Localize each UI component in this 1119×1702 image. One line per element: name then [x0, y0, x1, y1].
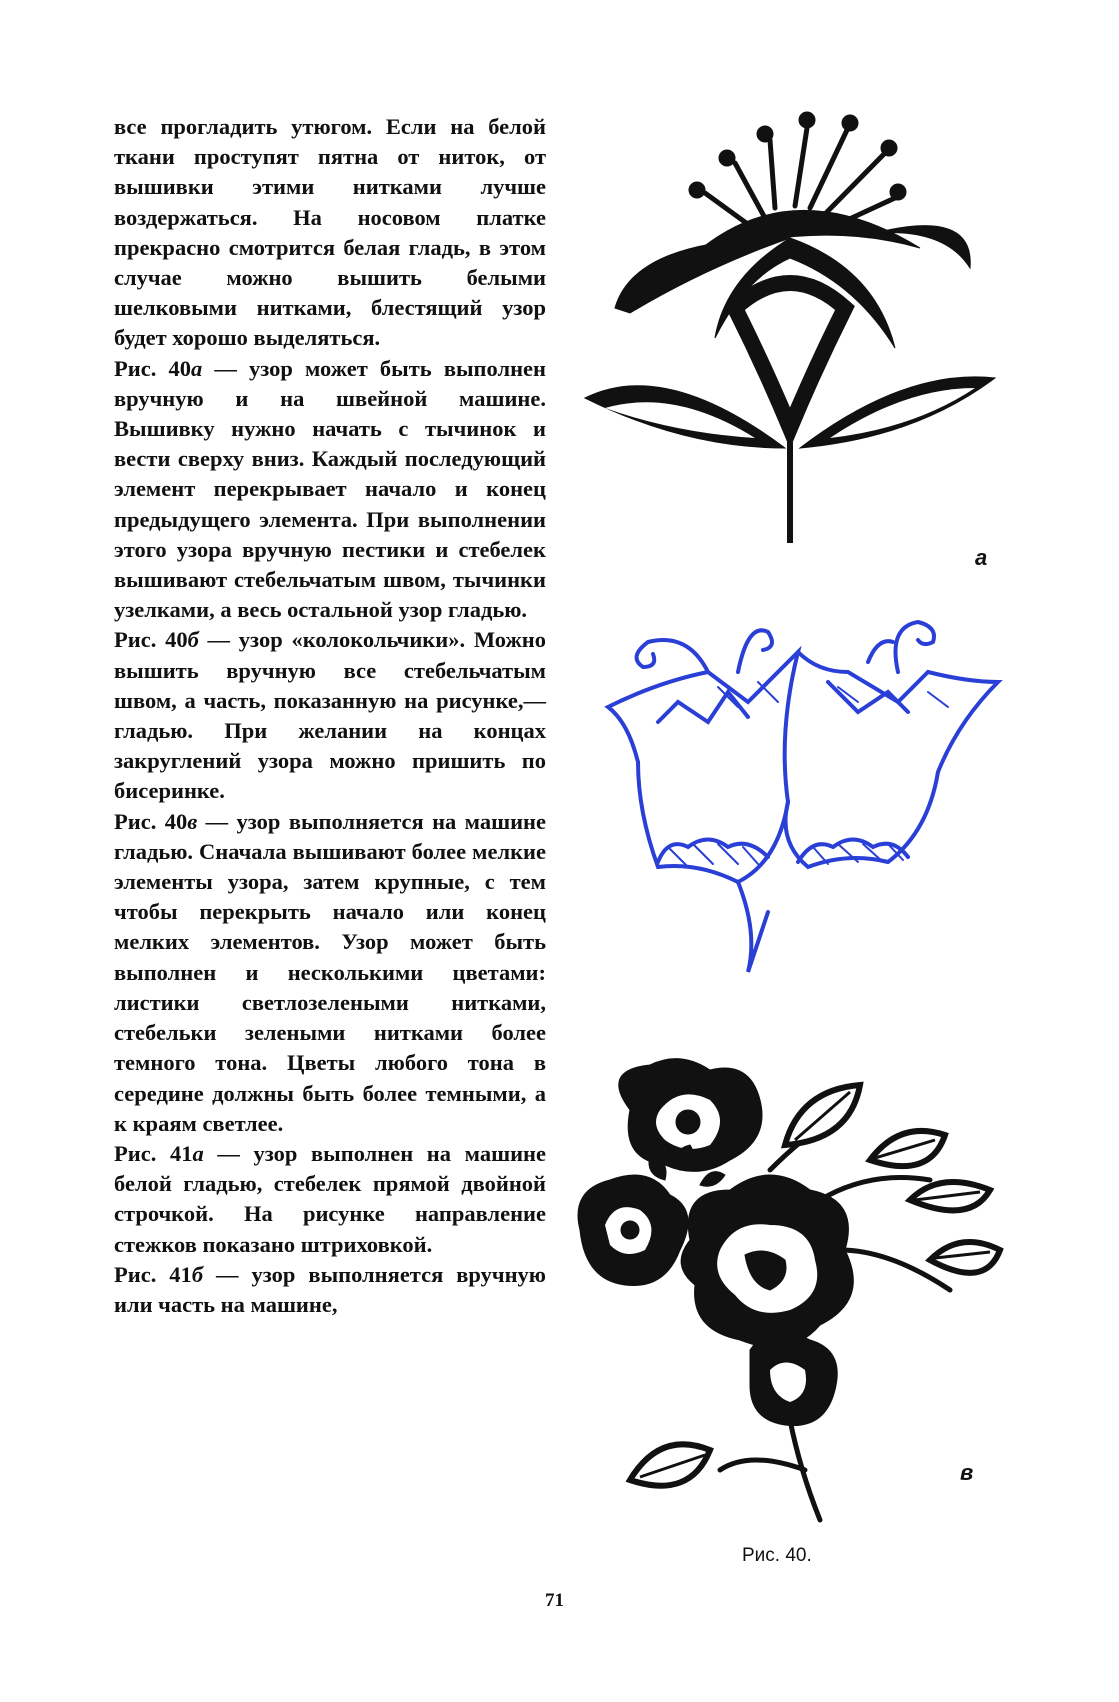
paragraph-body: — узор «колокольчики». Можно вышить вручную все стебельчатым швом, а часть, показанную на рисунке,— гладью. При желании на концах закруглений узора можно пришить по бисеринке. [114, 627, 546, 804]
paragraph-1: все прогладить утюгом. Если на белой ткани проступят пятна от ниток, от вышивки этими нитками лучше воздержаться. На носовом платке прекрасно смотрится белая гладь, в этом случае можно вышить белыми шелковыми нитками, блестящий узор будет хорошо выделяться. [114, 114, 546, 351]
figure-b-bluebells-drawing [598, 612, 1008, 1012]
paragraph-2 [114, 354, 546, 626]
figure-ref: Рис. 41 [114, 1261, 192, 1287]
figure-ref: Рис. 40 [114, 627, 188, 653]
figure-ref: Рис. 41 [114, 1140, 193, 1166]
paragraph-6 [114, 1260, 546, 1320]
figure-a-flower-drawing [575, 108, 1015, 548]
figure-ref-letter: б [187, 627, 199, 653]
figure-ref-letter: а [190, 355, 203, 381]
paragraph-3 [114, 625, 546, 806]
paragraph-body: — узор выполнен на машине белой гладью, стебелек прямой двойной строчкой. На рисунке направление стежков показано штриховкой. [114, 1140, 546, 1257]
figure-c-label: в [960, 1460, 974, 1485]
figure-ref-letter: в [187, 808, 198, 834]
figure-c-flowers-drawing [570, 1050, 1010, 1530]
paragraph-body: — узор выполняется на машине гладью. Сначала вышивают более мелкие элементы узора, затем крупные, с тем чтобы перекрыть начало или конец мелких элементов. Узор может быть выполнен и несколькими цветами: листики светлозелеными нитками, стебельки зелеными нитками более темного тона. Цветы любого тона в середине должны быть более темными, а к краям светлее. [114, 808, 546, 1136]
paragraph-body: — узор выполняется вручную или часть на машине, [114, 1261, 546, 1317]
figure-caption: Рис. 40. [742, 1545, 812, 1566]
figure-a-label: а [975, 545, 988, 570]
paragraph-body: — узор может быть выполнен вручную и на швейной машине. Вышивку нужно начать с тычинок и вести сверху вниз. Каждый последующий элемент перекрывает начало и конец предыдущего элемента. При выполнении этого узора вручную пестики и стебелек вышивают стебельчатым швом, тычинки узелками, а весь остальной узор гладью. [114, 355, 546, 623]
figure-ref-letter: а [192, 1140, 204, 1166]
figure-ref: Рис. 40 [114, 808, 188, 834]
paragraph-5 [114, 1139, 546, 1260]
paragraph-4 [114, 807, 546, 1139]
figure-ref: Рис. 40 [114, 355, 191, 381]
figure-ref-letter: б [191, 1261, 204, 1287]
body-text-column [114, 112, 546, 1320]
page-number: 71 [545, 1590, 564, 1611]
